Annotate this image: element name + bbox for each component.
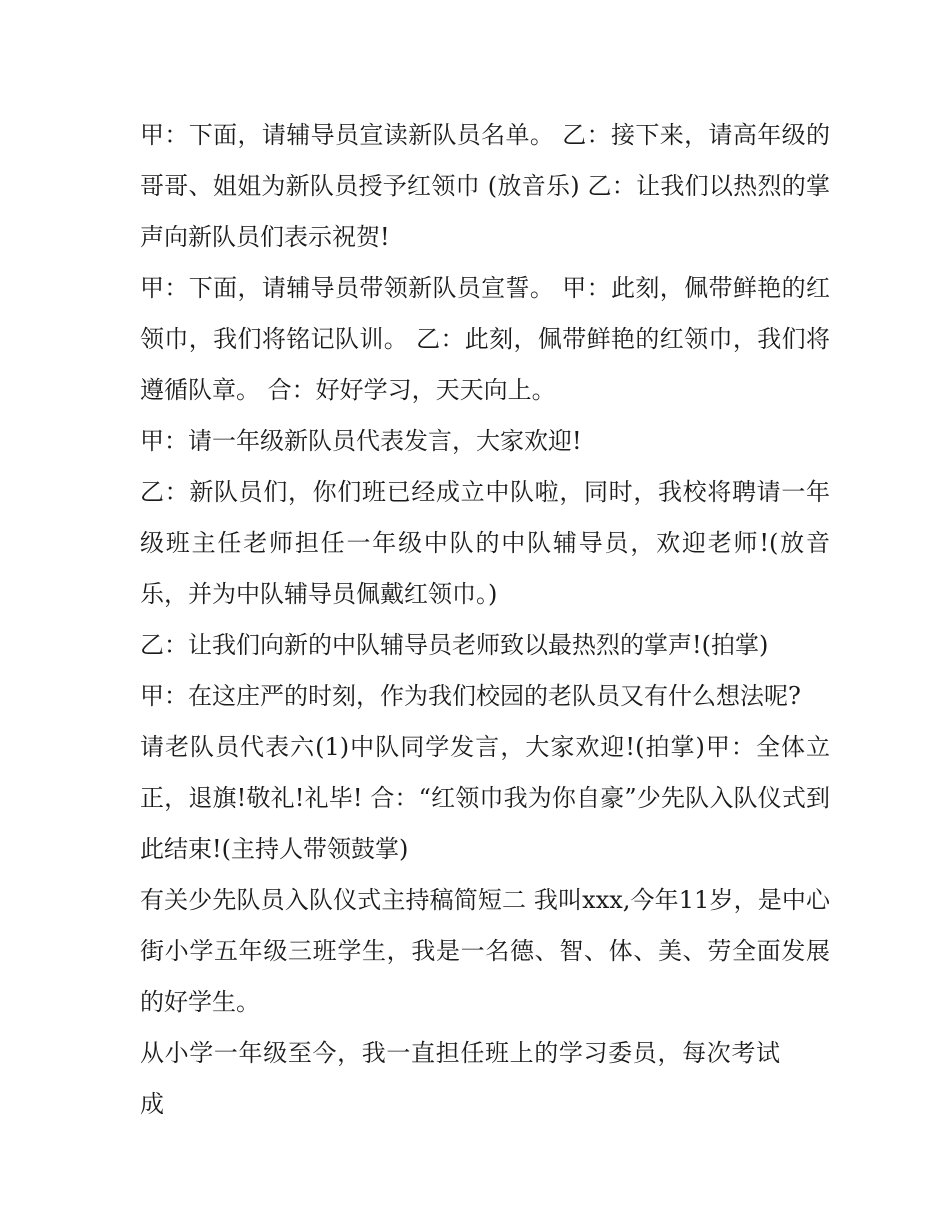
paragraph-2: 甲：下面，请辅导员带领新队员宣誓。 甲：此刻，佩带鲜艳的红领巾，我们将铭记队训。 乙：此刻，佩带鲜艳的红领巾，我们将遵循队章。 合：好好学习，天天向上。: [140, 274, 830, 404]
paragraph-4: 乙：新队员们，你们班已经成立中队啦，同时，我校将聘请一年级班主任老师担任一年级中队的中队辅导员，欢迎老师!(放音乐，并为中队辅导员佩戴红领巾。): [140, 478, 830, 608]
paragraph-1: 甲：下面，请辅导员宣读新队员名单。 乙：接下来，请高年级的哥哥、姐姐为新队员授予红领巾 (放音乐) 乙：让我们以热烈的掌声向新队员们表示祝贺!: [140, 121, 830, 251]
paragraph-6: 甲：在这庄严的时刻，作为我们校园的老队员又有什么想法呢?: [140, 682, 801, 710]
paragraph-5: 乙：让我们向新的中队辅导员老师致以最热烈的掌声!(拍掌): [140, 631, 769, 659]
paragraph-3: 甲：请一年级新队员代表发言，大家欢迎!: [140, 427, 582, 455]
document-body: [140, 110, 830, 1130]
paragraph-9: 从小学一年级至今，我一直担任班上的学习委员，每次考试成: [140, 1039, 780, 1118]
paragraph-8: 有关少先队员入队仪式主持稿简短二 我叫xxx,今年11岁，是中心街小学五年级三班学生，我是一名德、智、体、美、劳全面发展的好学生。: [140, 886, 830, 1016]
paragraph-7: 请老队员代表六(1)中队同学发言，大家欢迎!(拍掌)甲：全体立正，退旗!敬礼!礼毕! 合：“红领巾我为你自豪”少先队入队仪式到此结束!(主持人带领鼓掌): [140, 733, 830, 863]
